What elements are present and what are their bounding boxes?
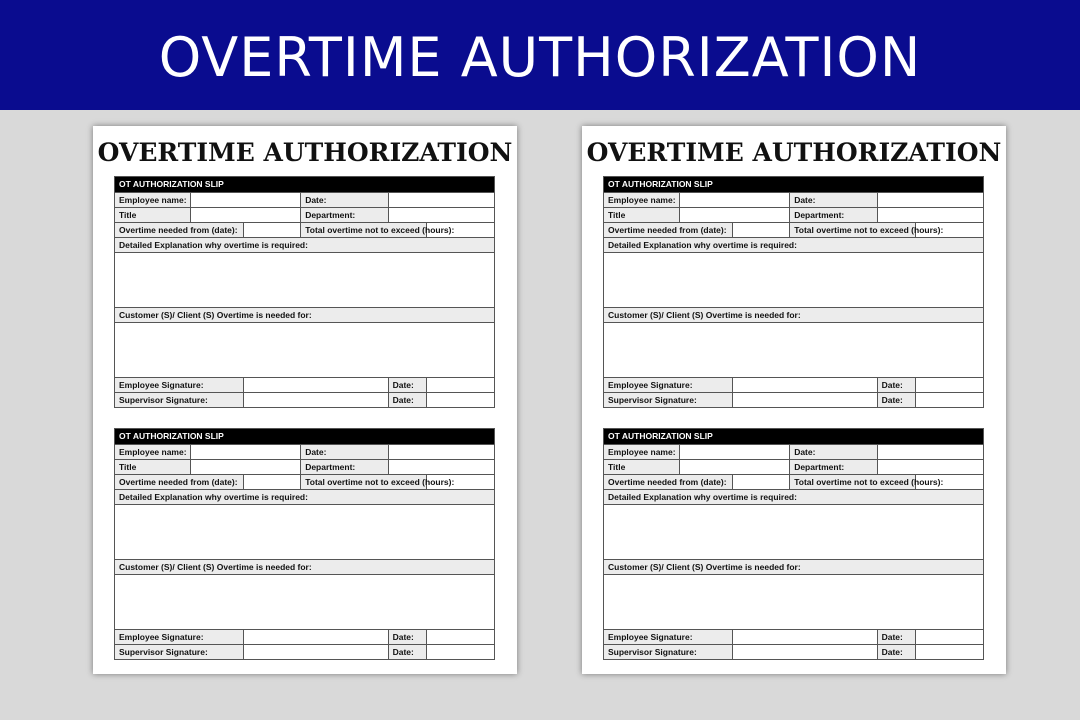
employee-signature-label: Employee Signature:	[604, 630, 733, 645]
explanation-label: Detailed Explanation why overtime is required:	[604, 238, 984, 253]
employee-signature-label: Employee Signature:	[115, 378, 244, 393]
overtime-needed-from-field[interactable]	[244, 475, 301, 490]
title-field[interactable]	[680, 208, 790, 223]
date-field[interactable]	[388, 445, 494, 460]
supervisor-signature-date-field[interactable]	[915, 393, 983, 408]
employee-signature-date-label: Date:	[877, 630, 915, 645]
department-label: Department:	[301, 208, 388, 223]
supervisor-signature-label: Supervisor Signature:	[115, 645, 244, 660]
employee-signature-field[interactable]	[244, 378, 388, 393]
overtime-needed-from-field[interactable]	[733, 223, 790, 238]
overtime-needed-from-label: Overtime needed from (date):	[115, 475, 244, 490]
supervisor-signature-date-label: Date:	[877, 393, 915, 408]
supervisor-signature-date-label: Date:	[388, 645, 426, 660]
overtime-needed-from-label: Overtime needed from (date):	[115, 223, 244, 238]
customer-field[interactable]	[604, 323, 984, 378]
overtime-needed-from-label: Overtime needed from (date):	[604, 475, 733, 490]
date-field[interactable]	[388, 193, 494, 208]
employee-name-label: Employee name:	[115, 445, 191, 460]
title-field[interactable]	[191, 460, 301, 475]
customer-field[interactable]	[115, 323, 495, 378]
supervisor-signature-field[interactable]	[244, 393, 388, 408]
department-label: Department:	[790, 460, 877, 475]
total-overtime-label: Total overtime not to exceed (hours):	[790, 223, 915, 238]
supervisor-signature-date-label: Date:	[388, 393, 426, 408]
page-title: OVERTIME AUTHORIZATION	[97, 138, 513, 167]
date-label: Date:	[790, 193, 877, 208]
employee-name-field[interactable]	[191, 193, 301, 208]
supervisor-signature-field[interactable]	[244, 645, 388, 660]
supervisor-signature-date-label: Date:	[877, 645, 915, 660]
slip-table	[114, 428, 495, 660]
explanation-field[interactable]	[115, 505, 495, 560]
explanation-label: Detailed Explanation why overtime is required:	[604, 490, 984, 505]
ot-slip	[603, 176, 984, 408]
explanation-field[interactable]	[604, 505, 984, 560]
date-label: Date:	[301, 445, 388, 460]
department-field[interactable]	[877, 208, 983, 223]
employee-name-field[interactable]	[191, 445, 301, 460]
department-field[interactable]	[877, 460, 983, 475]
date-field[interactable]	[877, 193, 983, 208]
slip-header: OT AUTHORIZATION SLIP	[604, 177, 984, 193]
supervisor-signature-field[interactable]	[733, 393, 877, 408]
banner-title: OVERTIME AUTHORIZATION	[158, 25, 922, 89]
slip-table	[603, 428, 984, 660]
form-page-left	[93, 126, 517, 674]
department-label: Department:	[301, 460, 388, 475]
customer-label: Customer (S)/ Client (S) Overtime is needed for:	[115, 308, 495, 323]
overtime-needed-from-field[interactable]	[244, 223, 301, 238]
customer-field[interactable]	[115, 575, 495, 630]
supervisor-signature-date-field[interactable]	[426, 645, 494, 660]
explanation-field[interactable]	[604, 253, 984, 308]
page-title: OVERTIME AUTHORIZATION	[586, 138, 1002, 167]
employee-signature-field[interactable]	[733, 630, 877, 645]
employee-name-label: Employee name:	[604, 445, 680, 460]
slip-table	[114, 176, 495, 408]
employee-signature-date-field[interactable]	[915, 630, 983, 645]
slip-header: OT AUTHORIZATION SLIP	[604, 429, 984, 445]
customer-label: Customer (S)/ Client (S) Overtime is needed for:	[115, 560, 495, 575]
total-overtime-label: Total overtime not to exceed (hours):	[301, 475, 426, 490]
supervisor-signature-label: Supervisor Signature:	[604, 645, 733, 660]
slip-header: OT AUTHORIZATION SLIP	[115, 429, 495, 445]
date-field[interactable]	[877, 445, 983, 460]
title-field[interactable]	[191, 208, 301, 223]
form-page-right	[582, 126, 1006, 674]
title-label: Title	[604, 208, 680, 223]
employee-name-field[interactable]	[680, 193, 790, 208]
date-label: Date:	[790, 445, 877, 460]
explanation-label: Detailed Explanation why overtime is required:	[115, 490, 495, 505]
customer-field[interactable]	[604, 575, 984, 630]
slip-header: OT AUTHORIZATION SLIP	[115, 177, 495, 193]
supervisor-signature-date-field[interactable]	[915, 645, 983, 660]
employee-signature-date-label: Date:	[877, 378, 915, 393]
slip-table	[603, 176, 984, 408]
employee-name-field[interactable]	[680, 445, 790, 460]
title-label: Title	[115, 208, 191, 223]
department-label: Department:	[790, 208, 877, 223]
employee-name-label: Employee name:	[115, 193, 191, 208]
employee-signature-date-label: Date:	[388, 630, 426, 645]
customer-label: Customer (S)/ Client (S) Overtime is needed for:	[604, 560, 984, 575]
supervisor-signature-field[interactable]	[733, 645, 877, 660]
date-label: Date:	[301, 193, 388, 208]
employee-signature-label: Employee Signature:	[115, 630, 244, 645]
title-field[interactable]	[680, 460, 790, 475]
customer-label: Customer (S)/ Client (S) Overtime is needed for:	[604, 308, 984, 323]
department-field[interactable]	[388, 460, 494, 475]
title-banner	[0, 0, 1080, 110]
department-field[interactable]	[388, 208, 494, 223]
explanation-field[interactable]	[115, 253, 495, 308]
title-label: Title	[115, 460, 191, 475]
employee-signature-field[interactable]	[733, 378, 877, 393]
explanation-label: Detailed Explanation why overtime is required:	[115, 238, 495, 253]
ot-slip	[603, 428, 984, 660]
overtime-needed-from-field[interactable]	[733, 475, 790, 490]
title-label: Title	[604, 460, 680, 475]
overtime-needed-from-label: Overtime needed from (date):	[604, 223, 733, 238]
employee-signature-date-label: Date:	[388, 378, 426, 393]
employee-signature-field[interactable]	[244, 630, 388, 645]
employee-signature-label: Employee Signature:	[604, 378, 733, 393]
total-overtime-label: Total overtime not to exceed (hours):	[301, 223, 426, 238]
employee-name-label: Employee name:	[604, 193, 680, 208]
supervisor-signature-date-field[interactable]	[426, 393, 494, 408]
ot-slip	[114, 176, 495, 408]
supervisor-signature-label: Supervisor Signature:	[115, 393, 244, 408]
supervisor-signature-label: Supervisor Signature:	[604, 393, 733, 408]
employee-signature-date-field[interactable]	[915, 378, 983, 393]
employee-signature-date-field[interactable]	[426, 630, 494, 645]
total-overtime-label: Total overtime not to exceed (hours):	[790, 475, 915, 490]
employee-signature-date-field[interactable]	[426, 378, 494, 393]
ot-slip	[114, 428, 495, 660]
